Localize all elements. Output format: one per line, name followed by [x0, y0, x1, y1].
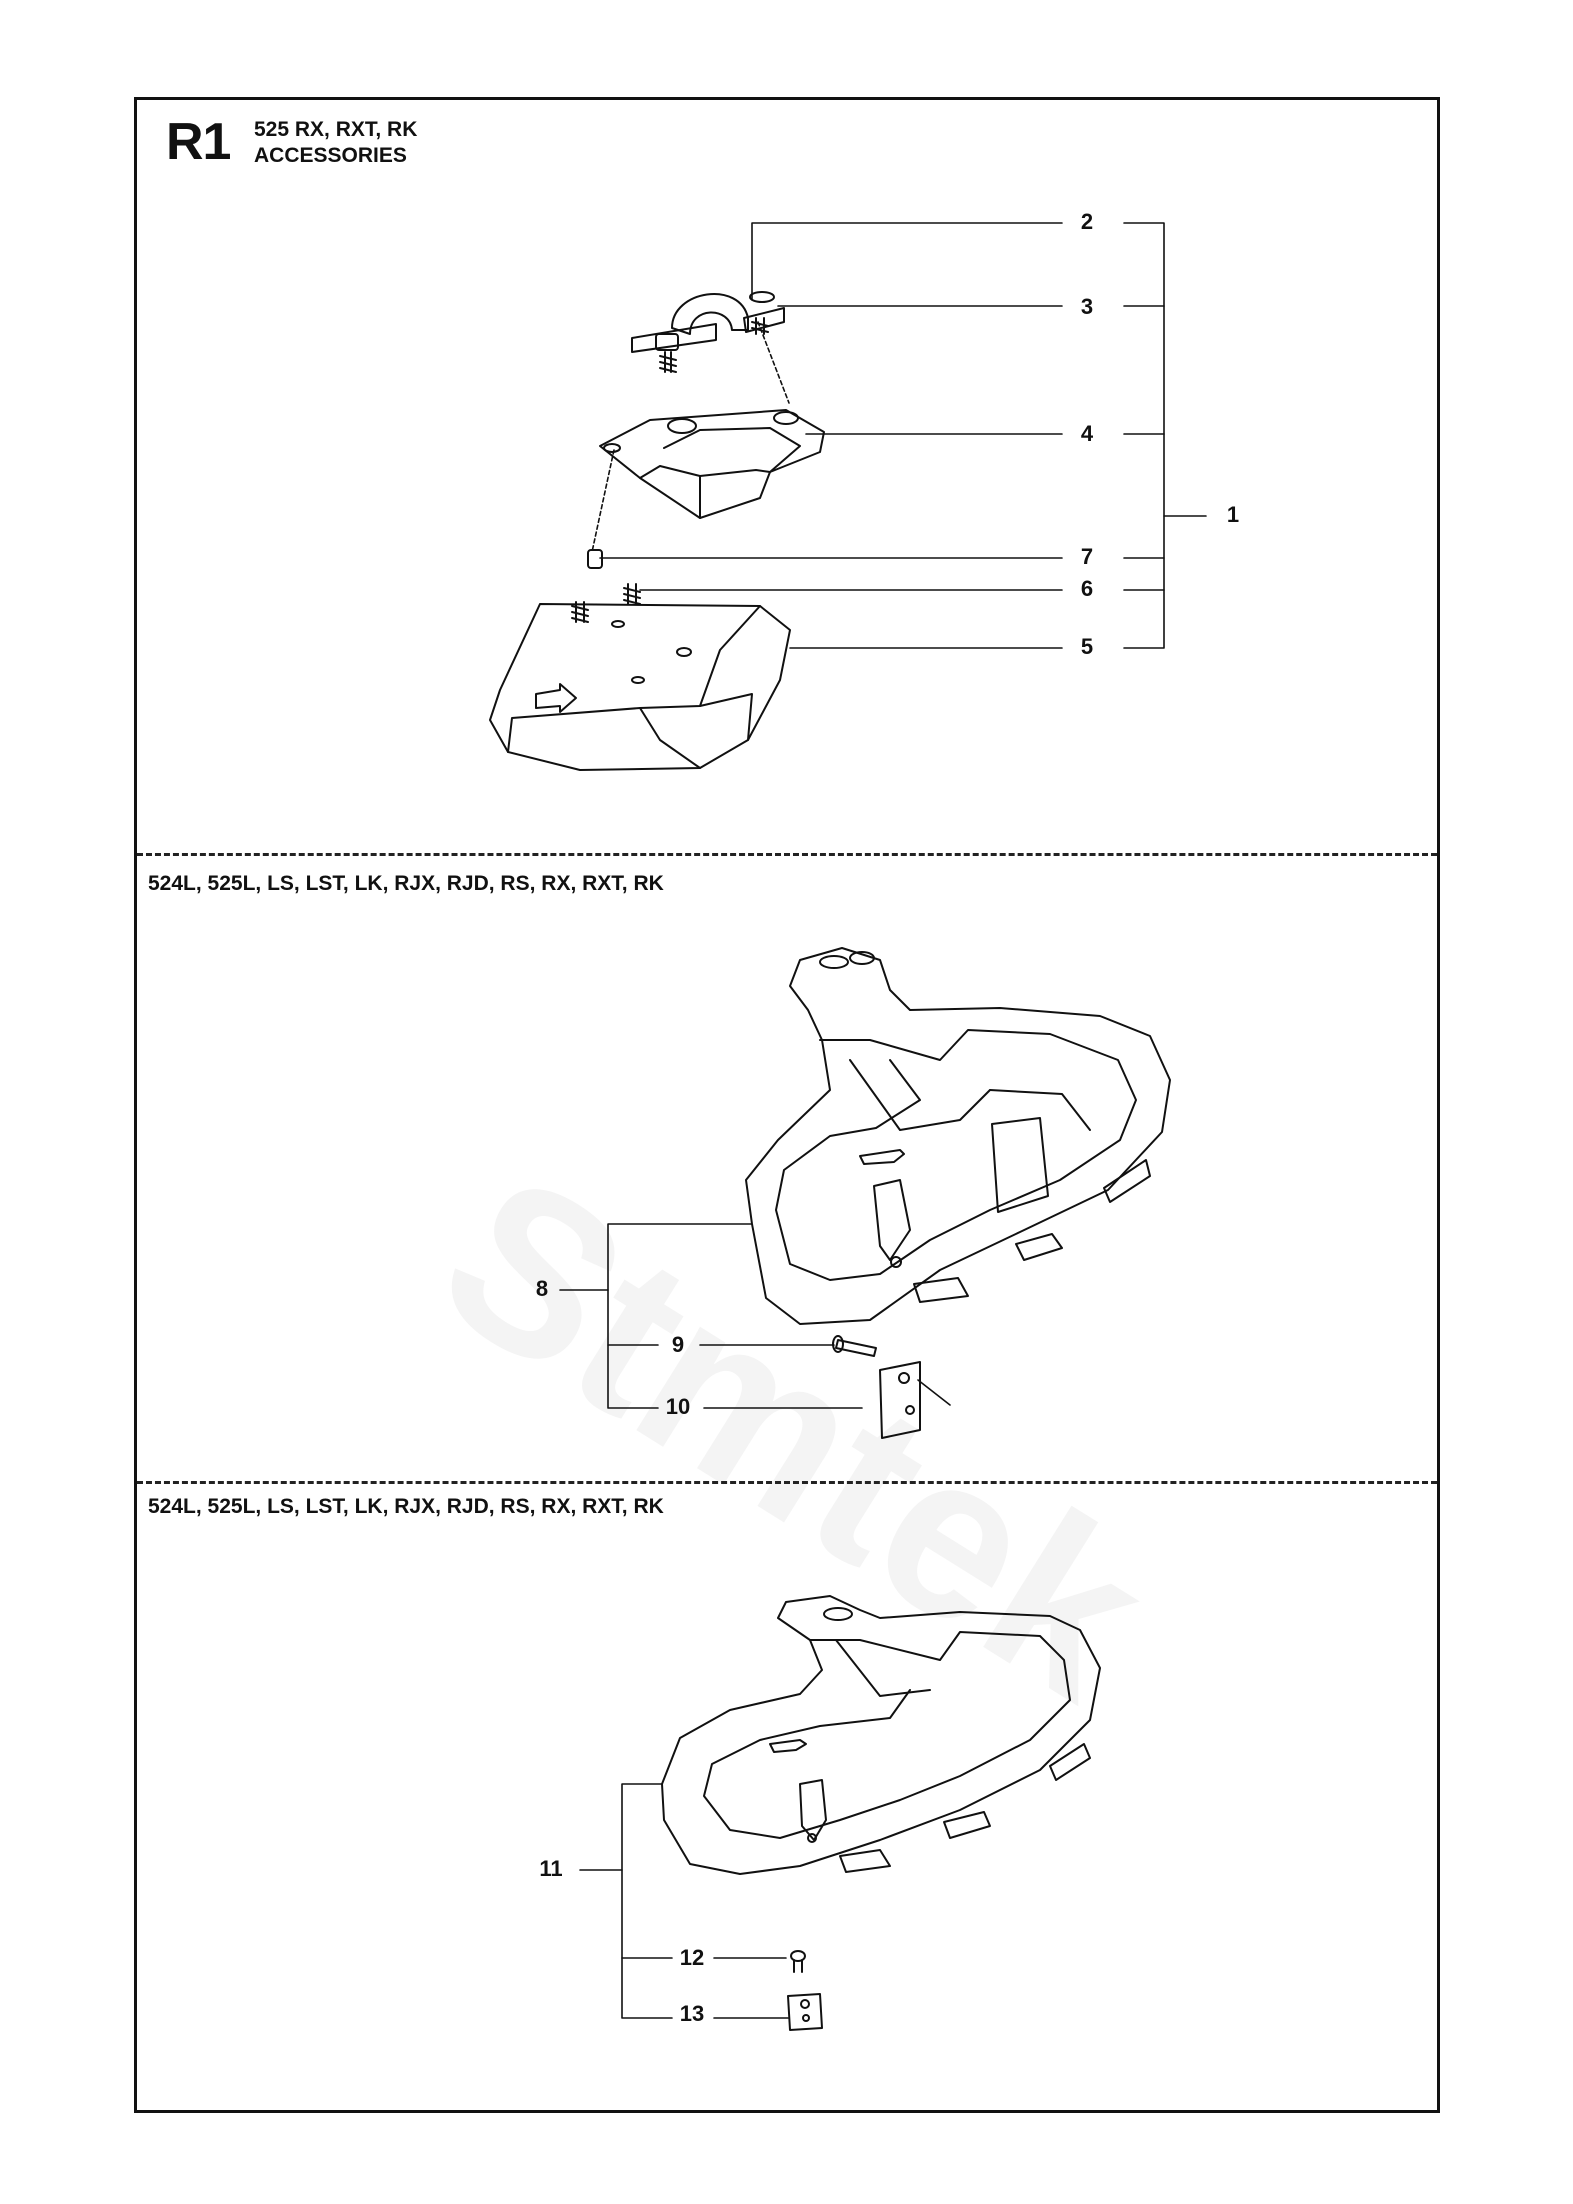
large-guard-part-8: [746, 948, 1170, 1324]
plate-part-10: [880, 1362, 920, 1438]
plate-part-13: [788, 1994, 822, 2030]
callout-1: 1: [1226, 502, 1240, 527]
callout-11: 11: [539, 1856, 563, 1881]
group-title: ACCESSORIES: [254, 144, 407, 167]
screw-part-6: [624, 584, 640, 604]
section-1-leaders: [592, 223, 1206, 648]
section-2-models: 524L, 525L, LS, LST, LK, RJX, RJD, RS, RX, RXT, RK: [148, 872, 664, 895]
section-3-leaders: [580, 1784, 788, 2018]
header-models: 525 RX, RXT, RK: [254, 118, 418, 141]
guard-part-5: [490, 604, 790, 770]
section-2-leaders: [560, 1224, 950, 1408]
callout-2: 2: [1080, 209, 1094, 234]
bolt-part-9: [833, 1336, 876, 1356]
callout-3: 3: [1080, 294, 1094, 319]
callout-13: 13: [679, 2001, 705, 2026]
callout-9: 9: [671, 1332, 685, 1357]
callout-10: 10: [665, 1394, 691, 1419]
callout-6: 6: [1080, 576, 1094, 601]
callout-4: 4: [1080, 421, 1094, 446]
callout-8: 8: [535, 1276, 549, 1301]
callout-7: 7: [1080, 544, 1094, 569]
callout-12: 12: [679, 1945, 705, 1970]
bracket-part-4: [600, 410, 824, 518]
callout-5: 5: [1080, 634, 1094, 659]
screw-part-12: [791, 1951, 805, 1972]
section-code: R1: [166, 113, 231, 171]
large-guard-part-11: [662, 1596, 1100, 1874]
section-3-models: 524L, 525L, LS, LST, LK, RJX, RJD, RS, RX, RXT, RK: [148, 1495, 664, 1518]
spacer-part-7: [588, 550, 602, 568]
